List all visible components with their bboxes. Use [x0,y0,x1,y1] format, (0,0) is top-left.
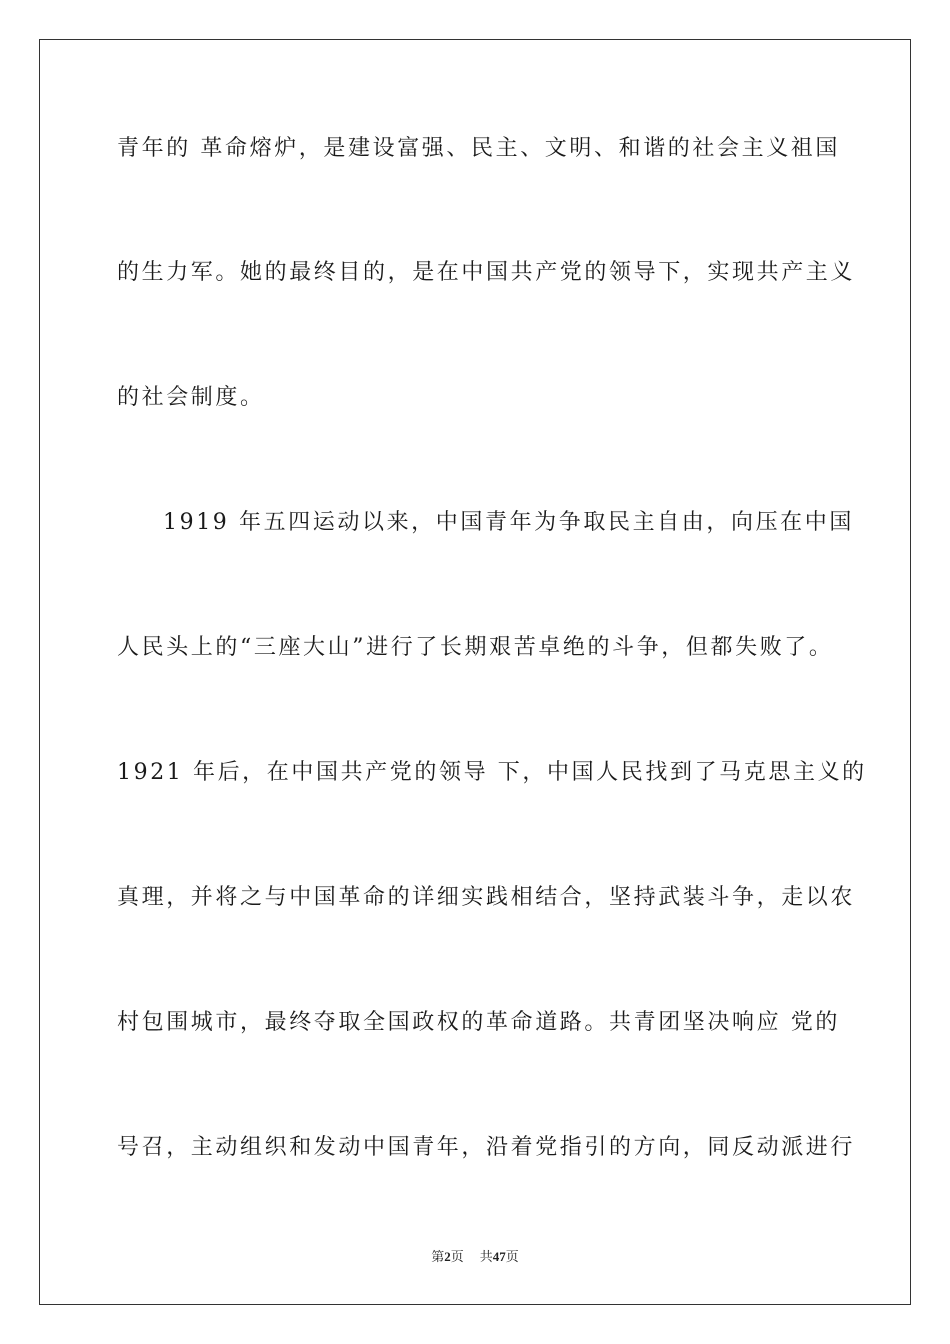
body-text-line-3: 的社会制度。 [117,385,265,410]
body-text-line-1: 青年的 革命熔炉，是建设富强、民主、文明、和谐的社会主义祖国 [117,136,840,161]
page-border [39,39,911,1305]
body-text-line-6: 1921 年后，在中国共产党的领导 下，中国人民找到了马克思主义的 [117,760,867,785]
total-pages: 47 [492,1249,506,1264]
page-footer [0,1246,950,1265]
body-text-line-5: 人民头上的“三座大山”进行了长期艰苦卓绝的斗争，但都失败了。 [117,635,834,660]
body-text-line-2: 的生力军。她的最终目的，是在中国共产党的领导下，实现共产主义 [117,260,856,285]
total-prefix: 共 [479,1249,493,1264]
body-text-line-7: 真理，并将之与中国革命的详细实践相结合，坚持武装斗争，走以农 [117,885,856,910]
body-text-line-8: 村包围城市，最终夺取全国政权的革命道路。共青团坚决响应 党的 [117,1010,840,1035]
body-text-line-4: 1919 年五四运动以来，中国青年为争取民主自由，向压在中国 [163,510,854,535]
page-number: 2 [444,1249,451,1264]
page-prefix: 第 [431,1249,445,1264]
body-text-line-9: 号召，主动组织和发动中国青年，沿着党指引的方向，同反动派进行 [117,1135,856,1160]
total-suffix: 页 [505,1249,519,1264]
page-suffix: 页 [450,1249,464,1264]
